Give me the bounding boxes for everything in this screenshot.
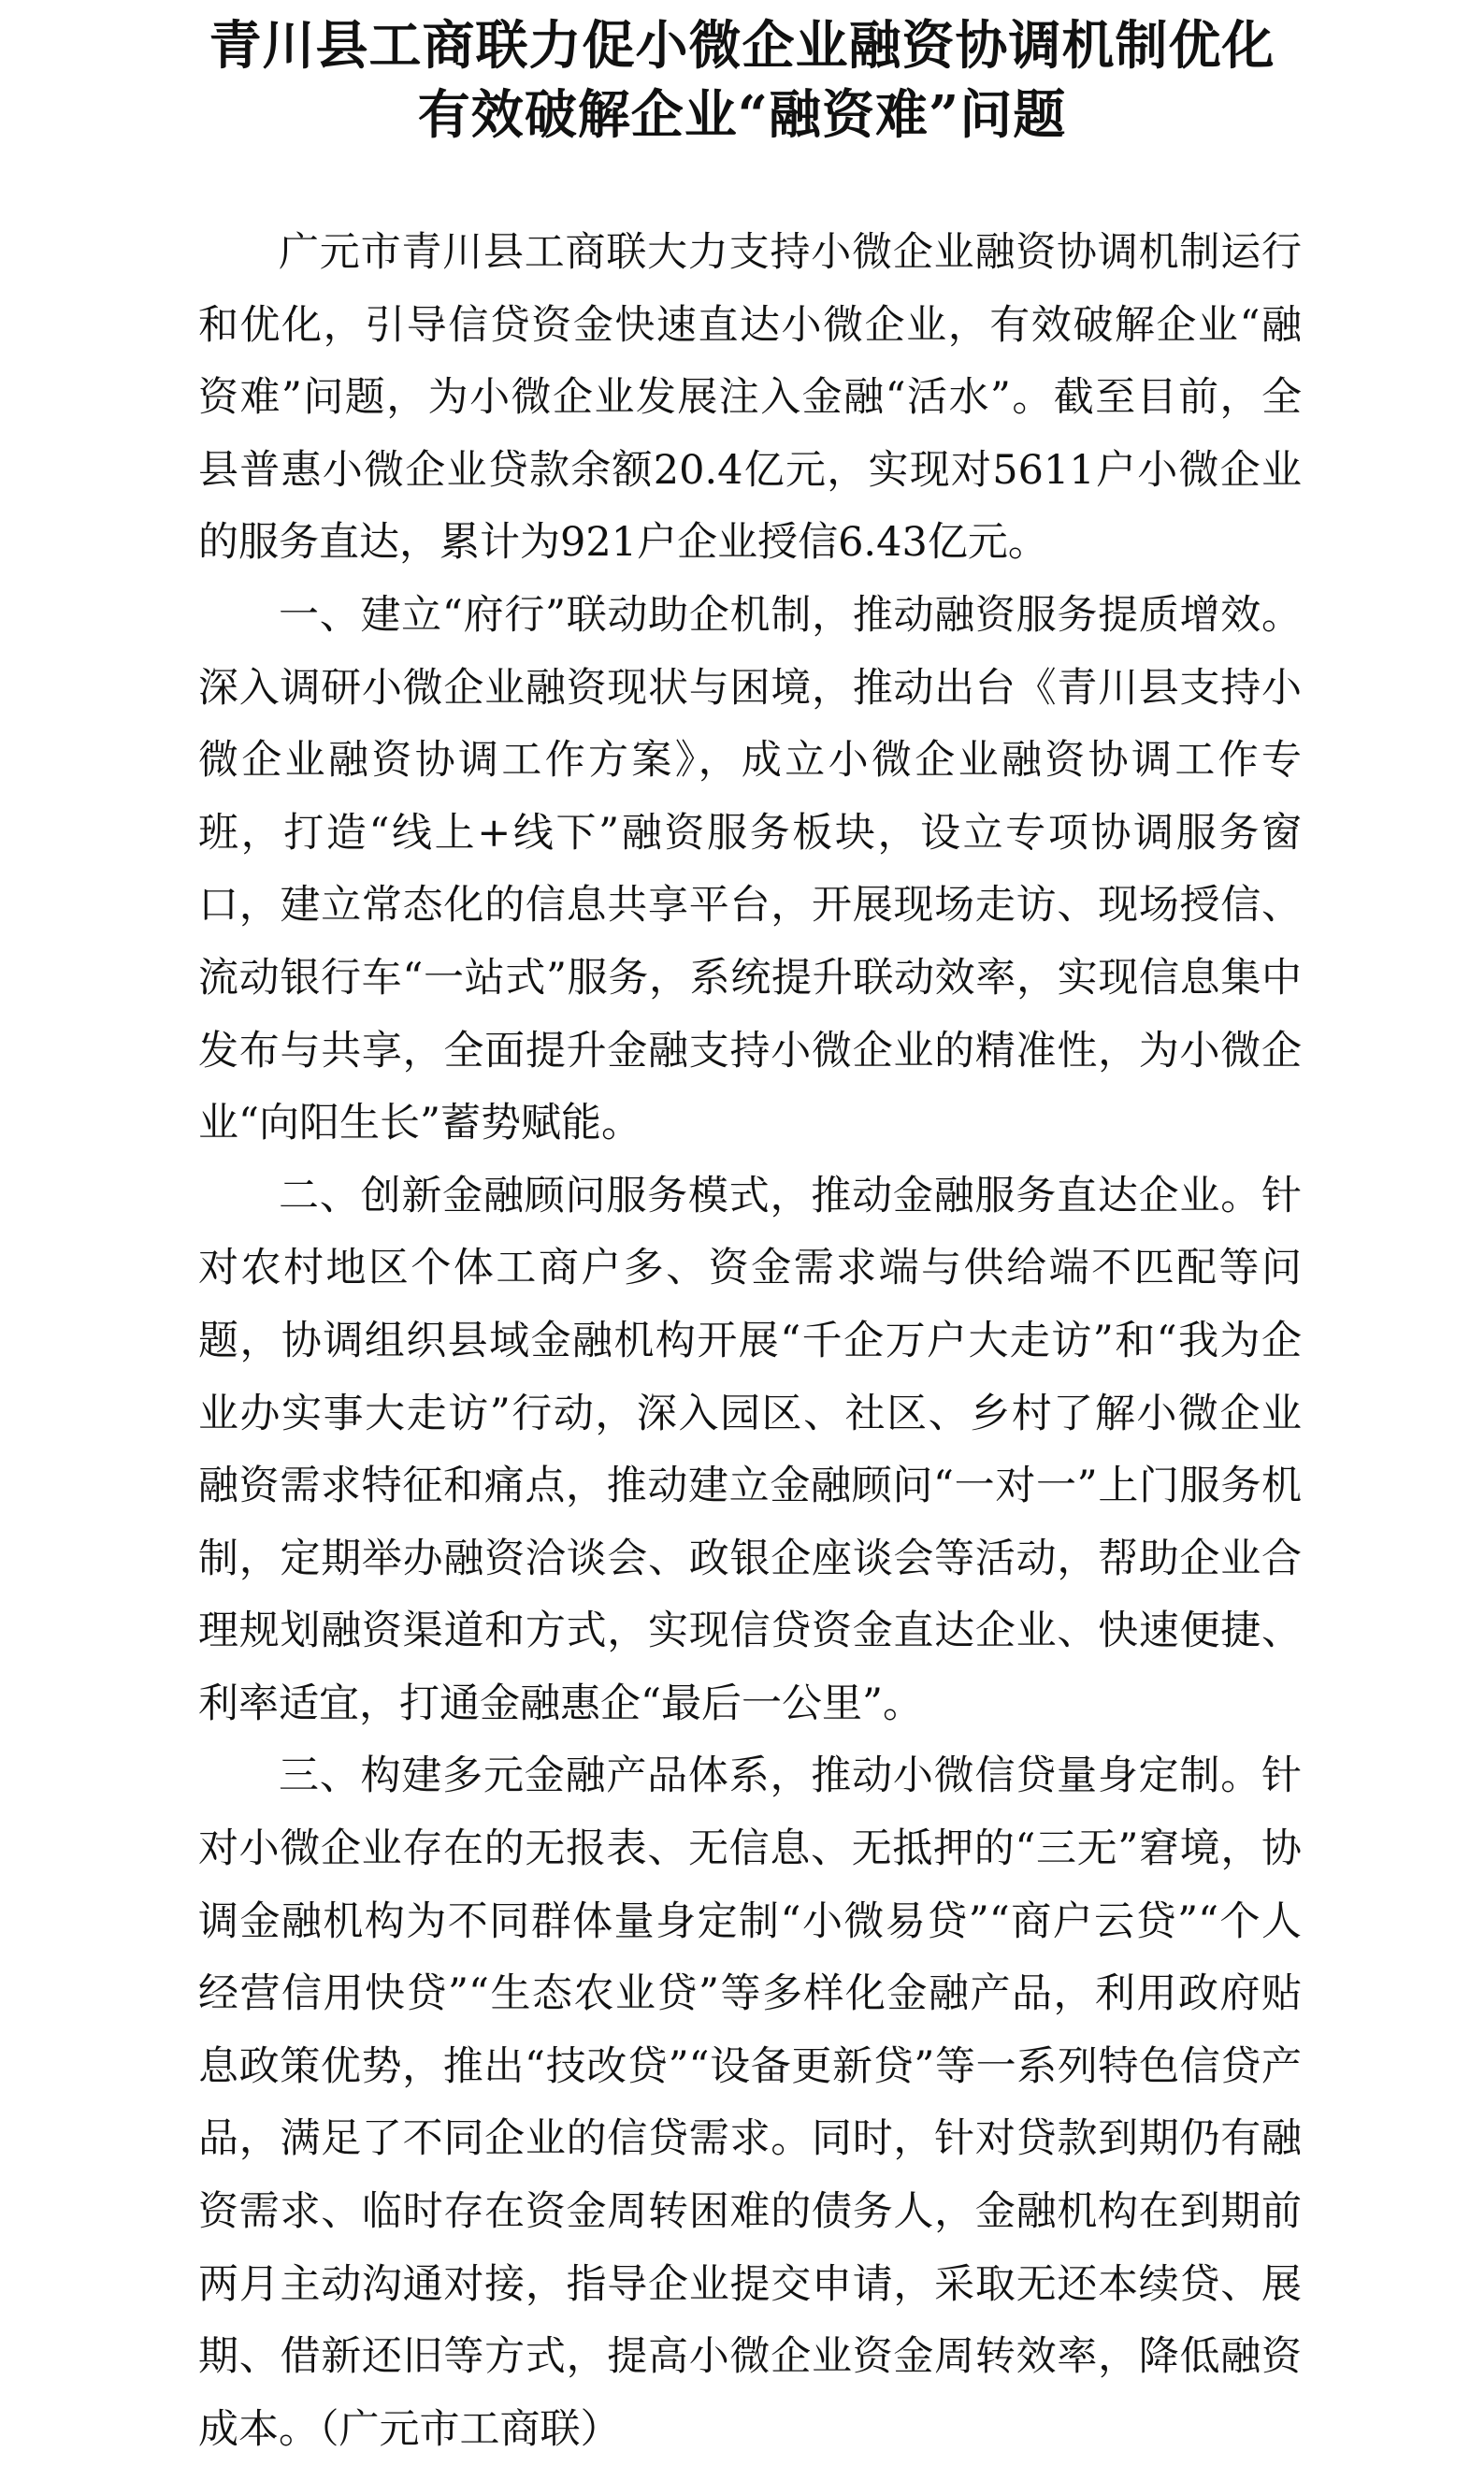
paragraph-section-1: 一、建立“府行”联动助企机制，推动融资服务提质增效。深入调研小微企业融资现状与困境，推动出台《青川县支持小微企业融资协调工作方案》，成立小微企业融资协调工作专班，打造“线上+线下”融资服务板块，设立专项协调服务窗口，建立常态化的信息共享平台，开展现场走访、现场授信、流动银行车“一站式”服务，系统提升联动效率，实现信息集中发布与共享，全面提升金融支持小微企业的精准性，为小微企业“向阳生长”蓄势赋能。: [198, 591, 1302, 1147]
article-title-line-2: 有效破解企业“融资难”问题: [417, 84, 1067, 146]
article-title-line-1: 青川县工商联力促小微企业融资协调机制优化: [209, 15, 1275, 77]
paragraph-section-2: 二、创新金融顾问服务模式，推动金融服务直达企业。针对农村地区个体工商户多、资金需求端与供给端不匹配等问题，协调组织县域金融机构开展“千企万户大走访”和“我为企业办实事大走访”行动，深入园区、社区、乡村了解小微企业融资需求特征和痛点，推动建立金融顾问“一对一”上门服务机制，定期举办融资洽谈会、政银企座谈会等活动，帮助企业合理规划融资渠道和方式，实现信贷资金直达企业、快速便捷、利率适宜，打通金融惠企“最后一公里”。: [198, 1172, 1302, 1727]
paragraph-intro: 广元市青川县工商联大力支持小微企业融资协调机制运行和优化，引导信贷资金快速直达小微企业，有效破解企业“融资难”问题，为小微企业发展注入金融“活水”。截至目前，全县普惠小微企业贷款余额20.4亿元，实现对5611户小微企业的服务直达，累计为921户企业授信6.43亿元。: [198, 229, 1302, 567]
article-body: [198, 217, 1302, 2466]
paragraph-section-3: 三、构建多元金融产品体系，推动小微信贷量身定制。针对小微企业存在的无报表、无信息、无抵押的“三无”窘境，协调金融机构为不同群体量身定制“小微易贷”“商户云贷”“个人经营信用快贷”“生态农业贷”等多样化金融产品，利用政府贴息政策优势，推出“技改贷”“设备更新贷”等一系列特色信贷产品，满足了不同企业的信贷需求。同时，针对贷款到期仍有融资需求、临时存在资金周转困难的债务人，金融机构在到期前两月主动沟通对接，指导企业提交申请，采取无还本续贷、展期、借新还旧等方式，提高小微企业资金周转效率，降低融资成本。（广元市工商联）: [198, 1752, 1302, 2453]
